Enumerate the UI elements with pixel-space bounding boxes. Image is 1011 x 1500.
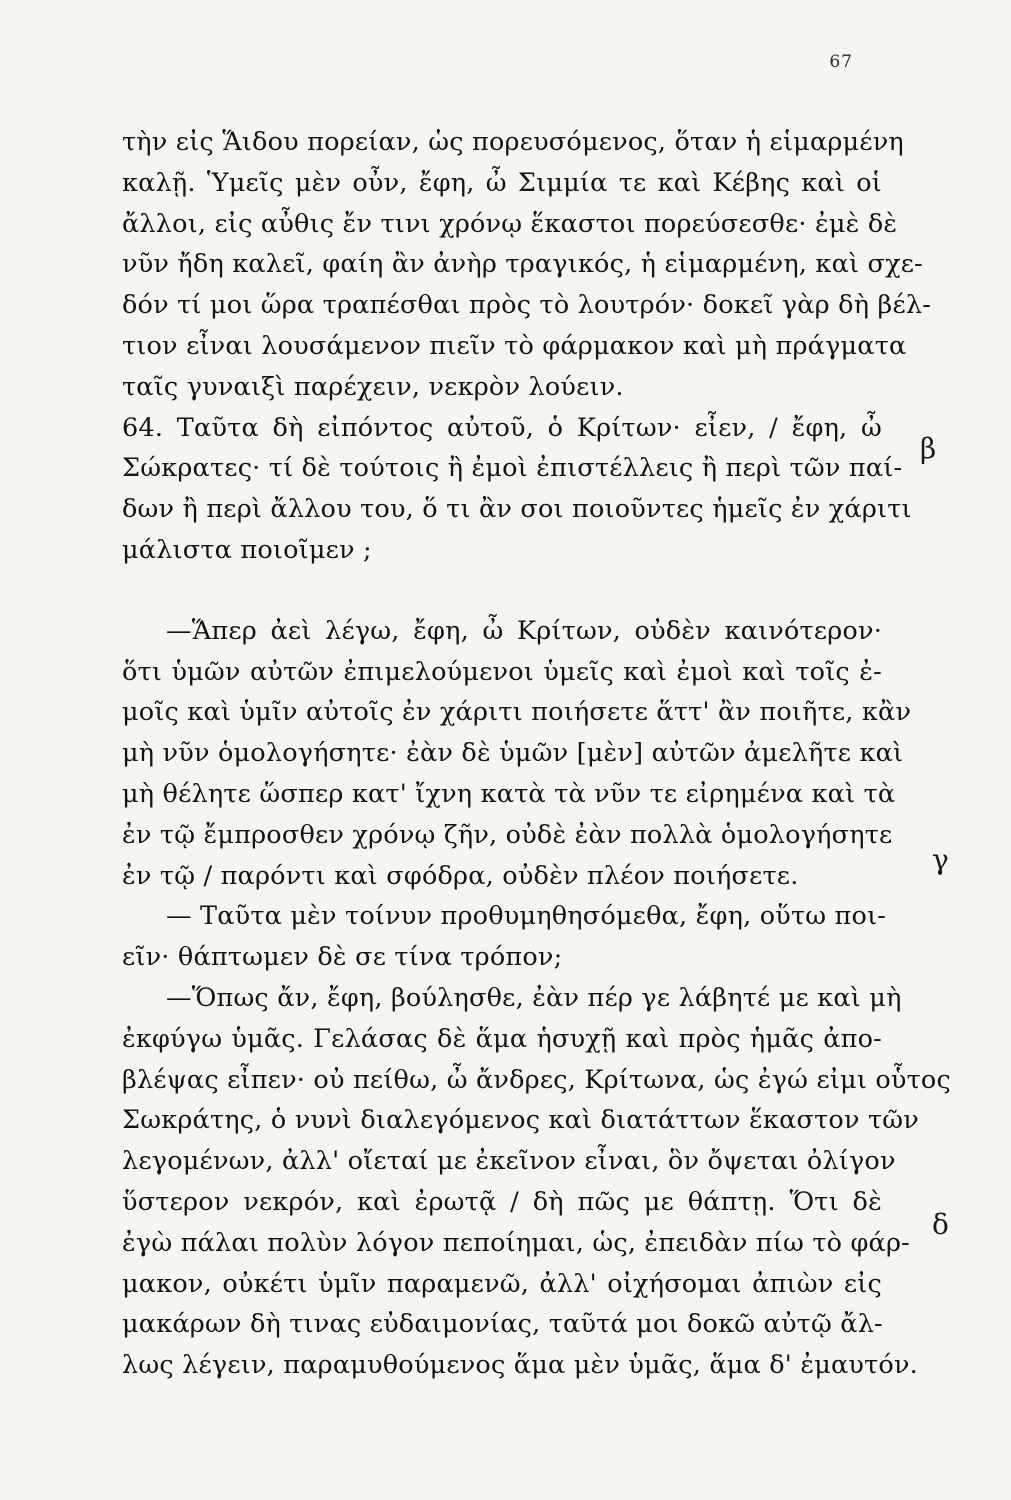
text-block (122, 122, 951, 1386)
text-line: ἄλλοι, εἰς αὖθις ἔν τινι χρόνῳ ἕκαστοι πορεύσεσθε· ἐμὲ δὲ (122, 208, 898, 239)
text-line: μακάρων δὴ τινας εὐδαιμονίας, ταῦτά μοι δοκῶ αὐτῷ ἄλ- (122, 1309, 883, 1340)
text-line: εῖν· θάπτωμεν δὲ σε τίνα τρόπον; (122, 942, 563, 973)
text-line: μὴ νῦν ὁμολογήσητε· ἐὰν δὲ ὑμῶν [μὲν] αὐτῶν ἀμελῆτε καὶ (122, 738, 904, 769)
text-line: ταῖς γυναιξὶ παρέχειν, νεκρὸν λούειν. (122, 371, 624, 402)
text-line: καλῇ. Ὑμεῖς μὲν οὖν, ἔφη, ὦ Σιμμία τε καὶ Κέβης καὶ οἱ (122, 167, 882, 198)
text-line: μὴ θέλητε ὥσπερ κατ' ἴχνη κατὰ τὰ νῦν τε εἰρημένα καὶ τὰ (122, 778, 896, 809)
margin-section-marker-delta: δ (932, 1208, 949, 1241)
page-number: 67 (829, 52, 853, 72)
text-line: Σώκρατες· τί δὲ τούτοις ἢ ἐμοὶ ἐπιστέλλεις ἢ περὶ τῶν παί- (122, 453, 903, 484)
text-line: ἐν τῷ ἔμπροσθεν χρόνῳ ζῆν, οὐδὲ ἐὰν πολλὰ ὁμολογήσητε (122, 819, 893, 850)
text-line: λως λέγειν, παραμυθούμενος ἅμα μὲν ὑμᾶς, ἅμα δ' ἐμαυτόν. (122, 1350, 918, 1381)
dialogue-line: — Ταῦτα μὲν τοίνυν προθυμηθησόμεθα, ἔφη, οὕτω ποι- (166, 901, 887, 932)
text-line: μακον, οὐκέτι ὑμῖν παραμενῶ, ἀλλ' οἰχήσομαι ἀπιὼν εἰς (122, 1268, 882, 1299)
margin-section-marker-beta: β (920, 432, 937, 465)
text-line: τιον εἶναι λουσάμενον πιεῖν τὸ φάρμακον καὶ μὴ πράγματα (122, 330, 907, 361)
text-line: νῦν ἤδη καλεῖ, φαίη ἂν ἀνὴρ τραγικός, ἡ εἱμαρμένη, καὶ σχε- (122, 249, 923, 280)
paragraph-gap (122, 571, 882, 611)
text-line: ἐν τῷ / παρόντι καὶ σφόδρα, οὐδὲν πλέον ποιήσετε. (122, 860, 799, 891)
section-start-line: 64. Ταῦτα δὴ εἰπόντος αὐτοῦ, ὁ Κρίτων· εἶεν, / ἔφη, ὦ (122, 412, 882, 443)
text-line: ἐγὼ πάλαι πολὺν λόγον πεποίημαι, ὡς, ἐπειδὰν πίω τὸ φάρ- (122, 1227, 910, 1258)
dialogue-line: —Ὅπως ἄν, ἔφη, βούλησθε, ἐὰν πέρ γε λάβητέ με καὶ μὴ (166, 982, 902, 1013)
text-line: τὴν εἰς Ἅιδου πορείαν, ὡς πορευσόμενος, ὅταν ἡ εἱμαρμένη (122, 127, 904, 157)
text-line: Σωκράτης, ὁ νυνὶ διαλεγόμενος καὶ διατάττων ἕκαστον τῶν (122, 1105, 919, 1136)
text-line: μοῖς καὶ ὑμῖν αὐτοῖς ἐν χάριτι ποιήσετε ἅττ' ἂν ποιῆτε, κἂν (122, 697, 912, 728)
text-line: δων ἢ περὶ ἄλλου του, ὅ τι ἂν σοι ποιοῦντες ἡμεῖς ἐν χάριτι (122, 494, 912, 525)
text-line: βλέψας εἶπεν· οὐ πείθω, ὦ ἄνδρες, Κρίτωνα, ὡς ἐγώ εἰμι οὗτος (122, 1064, 951, 1095)
text-line: ὅτι ὑμῶν αὐτῶν ἐπιμελούμενοι ὑμεῖς καὶ ἐμοὶ καὶ τοῖς ἐ- (122, 656, 882, 687)
text-line: ἐκφύγω ὑμᾶς. Γελάσας δὲ ἅμα ἡσυχῇ καὶ πρὸς ἡμᾶς ἀπο- (122, 1023, 882, 1054)
text-line: μάλιστα ποιοῖμεν ; (122, 534, 372, 565)
dialogue-line: —Ἅπερ ἀεὶ λέγω, ἔφη, ὦ Κρίτων, οὐδὲν καινότερον· (166, 615, 882, 646)
text-line: λεγομένων, ἀλλ' οἴεταί με ἐκεῖνον εἶναι, ὃν ὄψεται ὀλίγον (122, 1146, 896, 1177)
margin-section-marker-gamma: γ (932, 843, 949, 876)
text-line: δόν τί μοι ὥρα τραπέσθαι πρὸς τὸ λουτρόν· δοκεῖ γὰρ δὴ βέλ- (122, 290, 932, 321)
text-line: ὕστερον νεκρόν, καὶ ἐρωτᾷ / δὴ πῶς με θάπτῃ. Ὅτι δὲ (122, 1186, 882, 1217)
